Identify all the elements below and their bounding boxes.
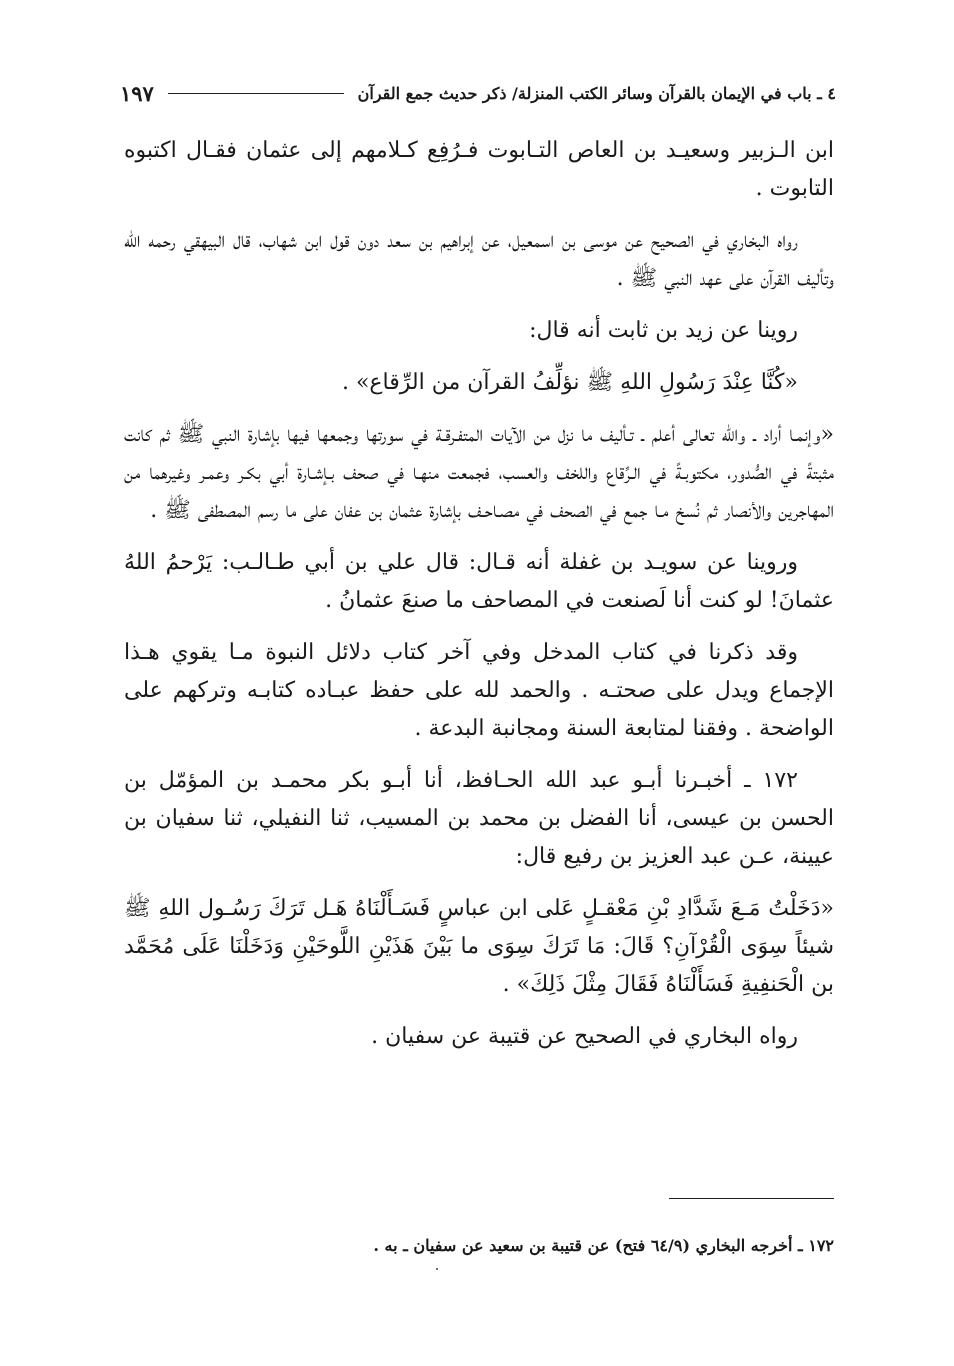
footnote: ١٧٢ ـ أخرجه البخاري (٦٤/٩ فتح) عن قتيبة بن سعيد عن سفيان ـ به .: [373, 1236, 834, 1255]
paragraph-suwaid-narration: وروينا عن سويـد بن غفلة أنه قـال: قال علي بن أبي طـالـب: يَرْحمُ اللهُ عثمانَ! لو كنت أنا لَصنعت في المصاحف ما صنعَ عثمانُ .: [124, 550, 834, 613]
paragraph-madkhal-note: وقد ذكرنا في كتاب المدخل وفي آخر كتاب دلائل النبوة مـا يقوي هـذا الإجماع ويدل على صحتـه . والحمد لله على حفظ عبـاده كتابـه وتركهم على الواضحة . وفقنا لمتابعة السنة ومجانبة البدعة .: [124, 640, 834, 741]
paragraph-bayhaqi-explanation: «وإنمـا أراد ـ والله تعالى أعلم ـ تـأليف ما نزل من الآيات المتفـرقـة في سورتها وجمعها فيها بإشارة النبي ﷺ ثم كانت مثبتةً في الصُّدور، مكتوبـةً في الـرِّقاع واللخف والعسب، فجمعت منهـا في صحف بـإشـارة أبي بكـر وعمـر وغيرهما من المهاجرين والأنصار ثم نُسخ مـا جمع في الصحف في مصـاحـف بإشارة عثمان بن عفان على ما رسم المصطفى ﷺ .: [124, 422, 834, 523]
paragraph-zaid-quote: «كُنَّا عِنْدَ رَسُولِ اللهِ ﷺ نؤلِّفُ القرآن من الرِّقاع» .: [341, 370, 798, 395]
print-speck: [436, 1268, 438, 1270]
paragraph-zaid-intro: روينا عن زيد بن ثابت أنه قال:: [529, 318, 798, 343]
page-number: ١٩٧: [120, 80, 154, 106]
paragraph-bukhari-source: رواه البخاري في الصحيح عن قتيبة عن سفيان .: [371, 1024, 798, 1049]
paragraph-bukhari-narration: رواه البخاري في الصحيح عن موسى بن اسمعيل، عن إبراهيم بن سعد دون قول ابن شهاب، قال البيهقي رحمه الله وتأليف القرآن على عهد النبي ﷺ .: [124, 228, 834, 291]
paragraph-hadith-172-isnad: ١٧٢ ـ أخبـرنا أبـو عبد الله الحـافظ، أنا أبـو بكر محمـد بن المؤمّل بن الحسن بن عيسى، أنا الفضل بن محمد بن المسيب، ثنا النفيلي، ثنا سفيان بن عيينة، عـن عبد العزيز بن رفيع قال:: [124, 768, 834, 869]
paragraph-hadith-172-matn: «دَخَلْتُ مَـعَ شَدَّادِ بْنِ مَعْقـلٍ عَلى ابن عباسٍ فَسَـأَلْنَاهُ هَـل تَرَكَ رَسُـول اللهِ ﷺ شيئاً سِوَى الْقُرْآنِ؟ قَالَ: مَا تَرَكَ سِوَى ما بَيْنَ هَذَيْنِ اللَّوحَيْنِ وَدَخَلْنَا عَلَى مُحَمَّد بن الْحَنفِيةِ فَسَأَلْنَاهُ فَقَالَ مِثْلَ ذَلِكَ» .: [124, 896, 834, 997]
chapter-title: ٤ ـ باب في الإيمان بالقرآن وسائر الكتب المنزلة/ ذكر حديث جمع القرآن: [357, 83, 836, 103]
main-text: [124, 132, 834, 1070]
header-rule: [168, 93, 344, 94]
footnote-rule: [669, 1198, 834, 1199]
running-header: [120, 78, 836, 108]
paragraph-continuation: ابن الـزبير وسعيـد بن العاص التـابوت فـرُفِع كـلامهم إلى عثمان فقـال اكتبوه التابوت .: [124, 138, 834, 201]
